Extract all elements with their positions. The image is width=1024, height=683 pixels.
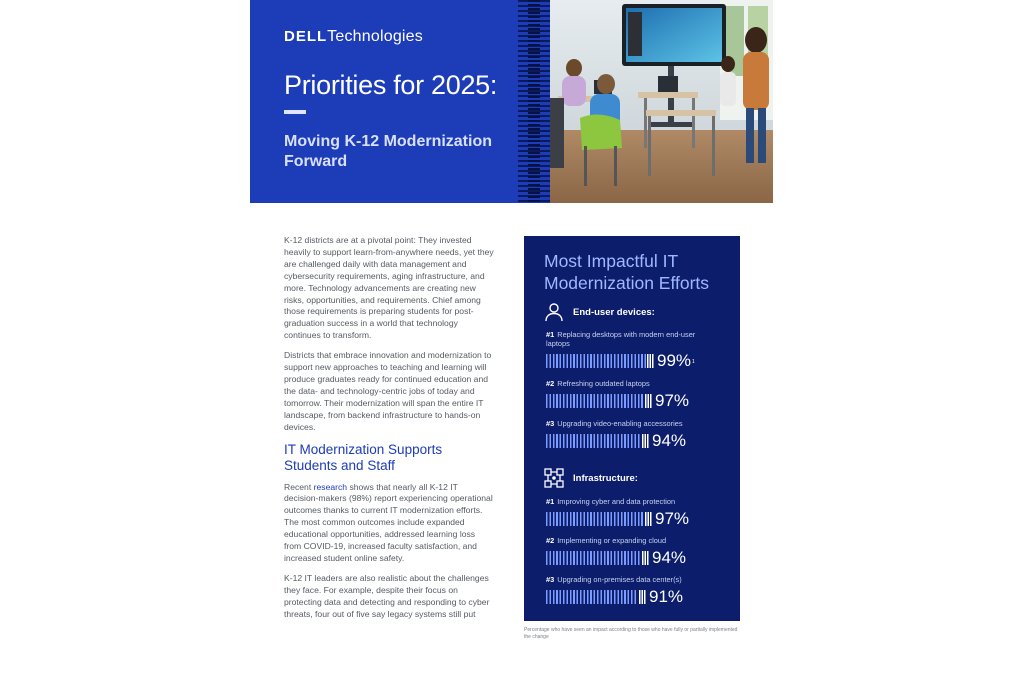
metric-label [546, 575, 706, 584]
metric-item [546, 575, 734, 607]
decorative-stripes [518, 0, 550, 203]
metric-bar-end [642, 551, 649, 565]
metric-bar [546, 590, 638, 604]
hero-title-block [250, 0, 550, 203]
metric-bar-row [546, 351, 734, 371]
metric-label [546, 497, 706, 506]
metric-bar [546, 551, 641, 565]
metric-bar-end [647, 354, 654, 368]
title-divider [284, 110, 306, 114]
metric-item [546, 536, 734, 568]
group-header-infrastructure [544, 468, 638, 488]
research-text-before: Recent [284, 481, 314, 492]
group-label-end-user-devices: End-user devices: [573, 306, 655, 318]
group-header-end-user-devices [544, 302, 655, 322]
metric-rank: #3 [546, 419, 555, 428]
impact-chart-panel [524, 236, 740, 621]
panel-title: Most Impactful IT Modernization Efforts [544, 251, 710, 293]
body-text-column [284, 235, 494, 628]
hero-banner [250, 0, 773, 203]
metric-bar-end [645, 512, 652, 526]
metric-label [546, 419, 706, 428]
metric-item [546, 419, 734, 451]
metric-rank: #2 [546, 379, 555, 388]
metric-bar-row [546, 509, 734, 529]
metric-value-text: 94% [652, 431, 687, 450]
metric-rank: #1 [546, 497, 555, 506]
metric-bar-row [546, 391, 734, 411]
metric-value-text: 99% [657, 351, 692, 370]
research-paragraph [284, 482, 494, 565]
metric-rank: #2 [546, 536, 555, 545]
logo-brand: DELL [284, 28, 328, 45]
metric-value-text: 94% [652, 548, 687, 567]
metric-bar-row [546, 587, 734, 607]
metric-value [652, 548, 686, 568]
metric-label [546, 536, 706, 545]
metric-value [652, 431, 686, 451]
intro-paragraph-1: K-12 districts are at a pivotal point: They invested heavily to support learn-from-anywhere needs, yet they are challenged daily with data management and cybersecurity requirements, aging infrastructure, and more. Technology advancements are creating new risks, opportunities, and requirements. Chief among those requirements is preparing students for post-graduation success in a world that technology continues to transform. [284, 235, 494, 341]
metric-value [655, 391, 689, 411]
metric-bar-end [639, 590, 646, 604]
metric-value-text: 91% [649, 587, 684, 606]
metric-bar-end [642, 434, 649, 448]
metric-item [546, 330, 734, 371]
section-heading: IT Modernization Supports Students and Staff [284, 441, 443, 473]
footnote-marker: 1 [692, 359, 695, 365]
metric-text: Upgrading video-enabling accessories [557, 419, 683, 428]
metric-text: Upgrading on-premises data center(s) [557, 575, 682, 584]
intro-paragraph-2: Districts that embrace innovation and modernization to support new approaches to teaching and learning will produce graduates ready for continued education and the data- and technology-centric jobs of today and tomorrow. Their modernization will span the entire IT landscape, from backend infrastructure to hands-on devices. [284, 350, 492, 432]
page-title: Priorities for 2025: [284, 70, 498, 100]
logo-suffix: Technologies [327, 28, 423, 45]
metric-value [655, 509, 689, 529]
metric-label [546, 379, 706, 388]
metric-item [546, 497, 734, 529]
person-icon [544, 302, 564, 322]
metric-rank: #3 [546, 575, 555, 584]
metric-value-text: 97% [655, 391, 690, 410]
metric-bar [546, 394, 644, 408]
classroom-photo [550, 0, 773, 203]
metric-value [657, 351, 695, 371]
metric-rank: #1 [546, 330, 555, 339]
metric-value-text: 97% [655, 509, 690, 528]
metric-bar-end [645, 394, 652, 408]
research-link[interactable]: research [313, 481, 348, 492]
dell-technologies-logo [284, 28, 423, 46]
metric-text: Implementing or expanding cloud [557, 536, 667, 545]
research-text-after: shows that nearly all K-12 IT decision-makers (98%) report experiencing operational outcomes thanks to current IT modernization efforts. The most common outcomes include expanded educational opportunities, addressed learning loss from COVID-19, increased faculty satisfaction, and increased student online safety. [284, 481, 493, 563]
footnote: Percentage who have seen an impact according to those who have fully or partially implemented the change [524, 627, 738, 640]
metric-text: Replacing desktops with modern end-user laptops [546, 330, 696, 348]
metric-label [546, 330, 706, 348]
metric-bar-row [546, 548, 734, 568]
network-icon [544, 468, 564, 488]
metric-bar [546, 512, 644, 526]
page-subtitle: Moving K-12 Modernization Forward [284, 133, 492, 170]
metric-bar [546, 434, 641, 448]
metric-bar-row [546, 431, 734, 451]
metric-text: Improving cyber and data protection [557, 497, 676, 506]
metric-value [649, 587, 683, 607]
metric-item [546, 379, 734, 411]
group-label-infrastructure: Infrastructure: [573, 472, 638, 484]
metric-bar [546, 354, 646, 368]
challenges-paragraph: K-12 IT leaders are also realistic about the challenges they face. For example, despite their focus on protecting data and detecting and responding to cyber threats, four out of five say legacy systems still put [284, 572, 490, 619]
metric-text: Refreshing outdated laptops [557, 379, 650, 388]
